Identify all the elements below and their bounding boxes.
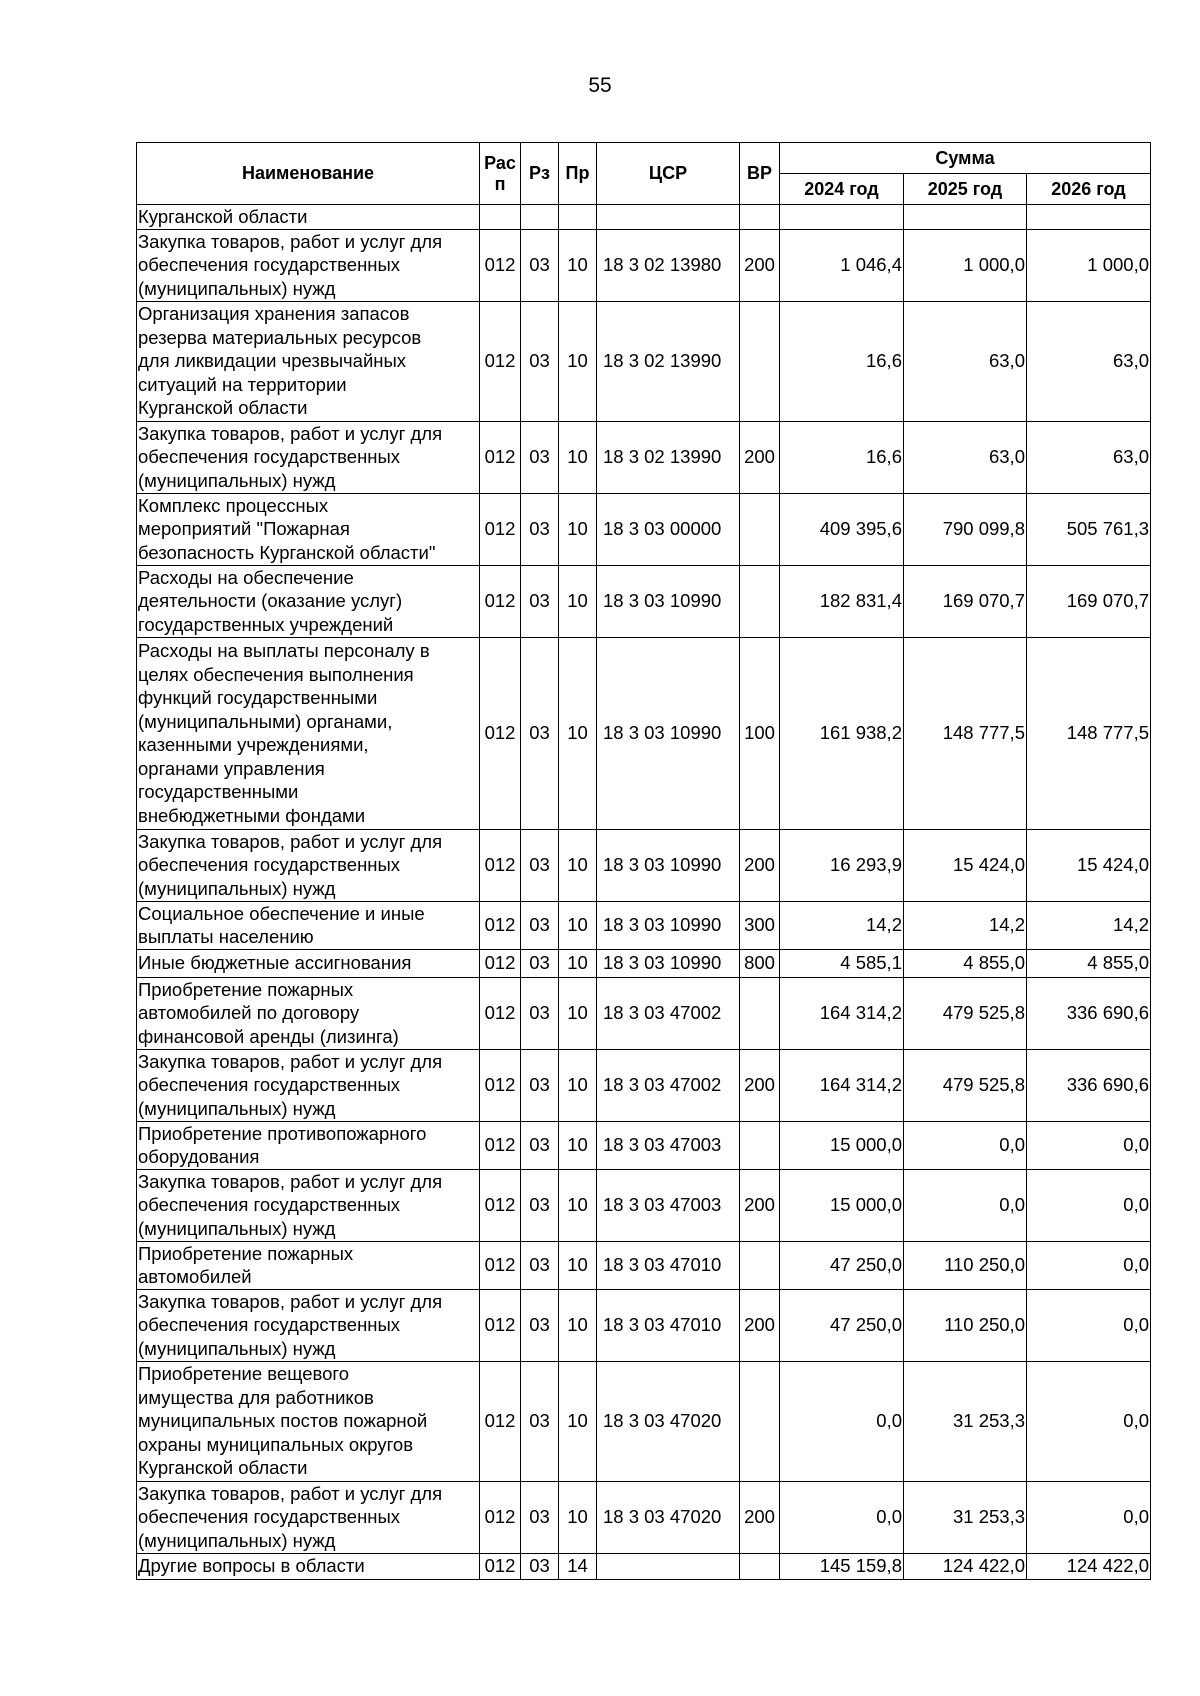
cell-csr — [597, 1553, 740, 1579]
cell-pr: 10 — [559, 1169, 597, 1241]
cell-rz: 03 — [521, 637, 559, 829]
cell-sum-2025: 1 000,0 — [904, 229, 1027, 301]
cell-vr — [740, 493, 780, 565]
cell-rasp: 012 — [480, 229, 521, 301]
header-vr: ВР — [740, 143, 780, 205]
cell-rasp: 012 — [480, 1553, 521, 1579]
cell-vr — [740, 1241, 780, 1289]
cell-name: Закупка товаров, работ и услуг для обеспечения государственных (муниципальных) нужд — [137, 421, 480, 493]
cell-vr — [740, 301, 780, 421]
cell-vr: 800 — [740, 949, 780, 977]
cell-vr — [740, 1361, 780, 1481]
cell-rz: 03 — [521, 301, 559, 421]
cell-vr — [740, 565, 780, 637]
cell-pr: 10 — [559, 977, 597, 1049]
cell-sum-2025: 110 250,0 — [904, 1289, 1027, 1361]
cell-sum-2024: 161 938,2 — [780, 637, 904, 829]
cell-name: Закупка товаров, работ и услуг для обеспечения государственных (муниципальных) нужд — [137, 829, 480, 901]
cell-vr — [740, 205, 780, 230]
cell-rz: 03 — [521, 1241, 559, 1289]
cell-sum-2026: 0,0 — [1027, 1121, 1151, 1169]
cell-sum-2025: 63,0 — [904, 301, 1027, 421]
cell-name: Расходы на выплаты персоналу в целях обеспечения выполнения функций государственными (муниципальными) органами, казенными учреждениями, органами управления государственными внебюджетными фондами — [137, 637, 480, 829]
cell-sum-2026 — [1027, 205, 1151, 230]
table-row — [137, 1361, 1151, 1481]
cell-pr: 10 — [559, 1121, 597, 1169]
cell-rasp: 012 — [480, 1481, 521, 1553]
cell-pr: 10 — [559, 901, 597, 949]
cell-sum-2024: 145 159,8 — [780, 1553, 904, 1579]
cell-sum-2024: 182 831,4 — [780, 565, 904, 637]
cell-name: Организация хранения запасов резерва материальных ресурсов для ликвидации чрезвычайных ситуаций на территории Курганской области — [137, 301, 480, 421]
cell-rasp: 012 — [480, 493, 521, 565]
cell-csr: 18 3 03 10990 — [597, 565, 740, 637]
cell-csr: 18 3 03 10990 — [597, 901, 740, 949]
header-rz: Рз — [521, 143, 559, 205]
table-row — [137, 1241, 1151, 1289]
cell-csr: 18 3 02 13990 — [597, 421, 740, 493]
cell-rz: 03 — [521, 1553, 559, 1579]
header-year-2024: 2024 год — [780, 174, 904, 205]
cell-pr: 10 — [559, 493, 597, 565]
cell-pr: 10 — [559, 637, 597, 829]
cell-sum-2025 — [904, 205, 1027, 230]
cell-pr: 10 — [559, 1481, 597, 1553]
cell-sum-2026: 336 690,6 — [1027, 977, 1151, 1049]
cell-csr: 18 3 02 13990 — [597, 301, 740, 421]
table-row — [137, 565, 1151, 637]
cell-vr: 300 — [740, 901, 780, 949]
cell-name: Приобретение пожарных автомобилей по договору финансовой аренды (лизинга) — [137, 977, 480, 1049]
cell-sum-2025: 790 099,8 — [904, 493, 1027, 565]
cell-name: Закупка товаров, работ и услуг для обеспечения государственных (муниципальных) нужд — [137, 1169, 480, 1241]
cell-rz: 03 — [521, 565, 559, 637]
cell-rz: 03 — [521, 1169, 559, 1241]
cell-rasp: 012 — [480, 949, 521, 977]
cell-sum-2026: 0,0 — [1027, 1169, 1151, 1241]
table-row — [137, 1289, 1151, 1361]
cell-csr — [597, 205, 740, 230]
cell-pr — [559, 205, 597, 230]
cell-rasp: 012 — [480, 901, 521, 949]
cell-sum-2026: 0,0 — [1027, 1481, 1151, 1553]
cell-rz: 03 — [521, 829, 559, 901]
cell-sum-2026: 124 422,0 — [1027, 1553, 1151, 1579]
cell-csr: 18 3 03 10990 — [597, 949, 740, 977]
cell-csr: 18 3 02 13980 — [597, 229, 740, 301]
cell-sum-2025: 148 777,5 — [904, 637, 1027, 829]
cell-sum-2024: 4 585,1 — [780, 949, 904, 977]
cell-vr — [740, 1553, 780, 1579]
cell-rz: 03 — [521, 949, 559, 977]
cell-pr: 14 — [559, 1553, 597, 1579]
table-row — [137, 229, 1151, 301]
table-row — [137, 977, 1151, 1049]
cell-sum-2024: 1 046,4 — [780, 229, 904, 301]
cell-sum-2026: 15 424,0 — [1027, 829, 1151, 901]
cell-pr: 10 — [559, 829, 597, 901]
table-row — [137, 901, 1151, 949]
cell-sum-2024: 15 000,0 — [780, 1169, 904, 1241]
header-csr: ЦСР — [597, 143, 740, 205]
cell-rasp: 012 — [480, 1169, 521, 1241]
cell-rz: 03 — [521, 1361, 559, 1481]
cell-sum-2025: 63,0 — [904, 421, 1027, 493]
cell-sum-2024 — [780, 205, 904, 230]
cell-rz: 03 — [521, 977, 559, 1049]
cell-sum-2026: 14,2 — [1027, 901, 1151, 949]
cell-rz: 03 — [521, 421, 559, 493]
cell-csr: 18 3 03 10990 — [597, 637, 740, 829]
cell-pr: 10 — [559, 301, 597, 421]
cell-sum-2024: 47 250,0 — [780, 1289, 904, 1361]
cell-rasp: 012 — [480, 1121, 521, 1169]
cell-sum-2025: 479 525,8 — [904, 977, 1027, 1049]
cell-sum-2026: 148 777,5 — [1027, 637, 1151, 829]
cell-sum-2026: 0,0 — [1027, 1289, 1151, 1361]
cell-pr: 10 — [559, 1289, 597, 1361]
cell-pr: 10 — [559, 1241, 597, 1289]
cell-sum-2025: 169 070,7 — [904, 565, 1027, 637]
cell-name: Социальное обеспечение и иные выплаты населению — [137, 901, 480, 949]
cell-csr: 18 3 03 10990 — [597, 829, 740, 901]
header-pr: Пр — [559, 143, 597, 205]
cell-rasp: 012 — [480, 829, 521, 901]
cell-sum-2025: 124 422,0 — [904, 1553, 1027, 1579]
cell-rasp: 012 — [480, 1361, 521, 1481]
cell-name: Закупка товаров, работ и услуг для обеспечения государственных (муниципальных) нужд — [137, 229, 480, 301]
table-row — [137, 829, 1151, 901]
cell-sum-2024: 15 000,0 — [780, 1121, 904, 1169]
cell-sum-2025: 479 525,8 — [904, 1049, 1027, 1121]
cell-sum-2026: 336 690,6 — [1027, 1049, 1151, 1121]
cell-sum-2025: 14,2 — [904, 901, 1027, 949]
cell-sum-2024: 409 395,6 — [780, 493, 904, 565]
table-row — [137, 1121, 1151, 1169]
cell-csr: 18 3 03 47020 — [597, 1361, 740, 1481]
cell-name: Комплекс процессных мероприятий "Пожарная безопасность Курганской области" — [137, 493, 480, 565]
cell-sum-2026: 4 855,0 — [1027, 949, 1151, 977]
cell-sum-2024: 0,0 — [780, 1361, 904, 1481]
page-number: 55 — [588, 74, 612, 97]
cell-vr: 200 — [740, 229, 780, 301]
header-year-2026: 2026 год — [1027, 174, 1151, 205]
cell-sum-2025: 31 253,3 — [904, 1481, 1027, 1553]
cell-rasp: 012 — [480, 565, 521, 637]
cell-pr: 10 — [559, 1361, 597, 1481]
cell-name: Иные бюджетные ассигнования — [137, 949, 480, 977]
cell-rasp: 012 — [480, 1241, 521, 1289]
cell-rasp: 012 — [480, 977, 521, 1049]
cell-pr: 10 — [559, 229, 597, 301]
table-row — [137, 493, 1151, 565]
header-year-2025: 2025 год — [904, 174, 1027, 205]
cell-csr: 18 3 03 47003 — [597, 1121, 740, 1169]
table-row — [137, 1169, 1151, 1241]
cell-rz: 03 — [521, 1049, 559, 1121]
cell-rasp — [480, 205, 521, 230]
cell-rz: 03 — [521, 493, 559, 565]
cell-vr: 200 — [740, 829, 780, 901]
table-row — [137, 301, 1151, 421]
cell-sum-2025: 0,0 — [904, 1121, 1027, 1169]
cell-name: Приобретение вещевого имущества для работников муниципальных постов пожарной охраны муниципальных округов Курганской области — [137, 1361, 480, 1481]
cell-name: Курганской области — [137, 205, 480, 230]
cell-rz: 03 — [521, 229, 559, 301]
table-row — [137, 1553, 1151, 1579]
cell-rasp: 012 — [480, 421, 521, 493]
table-row — [137, 1049, 1151, 1121]
cell-sum-2024: 16 293,9 — [780, 829, 904, 901]
cell-rz: 03 — [521, 1121, 559, 1169]
table-row — [137, 637, 1151, 829]
cell-csr: 18 3 03 47010 — [597, 1241, 740, 1289]
budget-table — [136, 142, 1151, 1580]
table-row — [137, 1481, 1151, 1553]
cell-name: Расходы на обеспечение деятельности (оказание услуг) государственных учреждений — [137, 565, 480, 637]
cell-rz: 03 — [521, 901, 559, 949]
cell-csr: 18 3 03 47010 — [597, 1289, 740, 1361]
cell-sum-2024: 164 314,2 — [780, 1049, 904, 1121]
cell-pr: 10 — [559, 421, 597, 493]
cell-name: Закупка товаров, работ и услуг для обеспечения государственных (муниципальных) нужд — [137, 1289, 480, 1361]
cell-rasp: 012 — [480, 637, 521, 829]
cell-name: Закупка товаров, работ и услуг для обеспечения государственных (муниципальных) нужд — [137, 1481, 480, 1553]
cell-pr: 10 — [559, 565, 597, 637]
cell-sum-2024: 16,6 — [780, 301, 904, 421]
cell-sum-2024: 16,6 — [780, 421, 904, 493]
cell-rz: 03 — [521, 1289, 559, 1361]
cell-rasp: 012 — [480, 1289, 521, 1361]
cell-vr: 200 — [740, 1481, 780, 1553]
cell-csr: 18 3 03 00000 — [597, 493, 740, 565]
cell-sum-2025: 15 424,0 — [904, 829, 1027, 901]
cell-name: Закупка товаров, работ и услуг для обеспечения государственных (муниципальных) нужд — [137, 1049, 480, 1121]
cell-vr: 200 — [740, 1049, 780, 1121]
table-row — [137, 421, 1151, 493]
cell-csr: 18 3 03 47003 — [597, 1169, 740, 1241]
cell-sum-2025: 110 250,0 — [904, 1241, 1027, 1289]
cell-name: Другие вопросы в области — [137, 1553, 480, 1579]
cell-vr: 200 — [740, 1289, 780, 1361]
cell-sum-2025: 4 855,0 — [904, 949, 1027, 977]
cell-sum-2025: 31 253,3 — [904, 1361, 1027, 1481]
table-header — [137, 143, 1151, 205]
cell-sum-2024: 47 250,0 — [780, 1241, 904, 1289]
header-rasp: Рас п — [480, 143, 521, 205]
cell-sum-2026: 0,0 — [1027, 1361, 1151, 1481]
cell-csr: 18 3 03 47020 — [597, 1481, 740, 1553]
cell-name: Приобретение пожарных автомобилей — [137, 1241, 480, 1289]
header-name: Наименование — [137, 143, 480, 205]
cell-pr: 10 — [559, 949, 597, 977]
cell-sum-2026: 0,0 — [1027, 1241, 1151, 1289]
cell-rz: 03 — [521, 1481, 559, 1553]
cell-vr: 100 — [740, 637, 780, 829]
cell-vr — [740, 1121, 780, 1169]
cell-sum-2026: 63,0 — [1027, 421, 1151, 493]
table-row — [137, 205, 1151, 230]
cell-sum-2026: 1 000,0 — [1027, 229, 1151, 301]
cell-vr — [740, 977, 780, 1049]
cell-sum-2024: 164 314,2 — [780, 977, 904, 1049]
cell-sum-2026: 505 761,3 — [1027, 493, 1151, 565]
cell-csr: 18 3 03 47002 — [597, 977, 740, 1049]
table-row — [137, 949, 1151, 977]
cell-sum-2024: 14,2 — [780, 901, 904, 949]
cell-sum-2026: 169 070,7 — [1027, 565, 1151, 637]
table-body — [137, 205, 1151, 1580]
cell-rasp: 012 — [480, 301, 521, 421]
cell-sum-2026: 63,0 — [1027, 301, 1151, 421]
cell-sum-2024: 0,0 — [780, 1481, 904, 1553]
cell-csr: 18 3 03 47002 — [597, 1049, 740, 1121]
cell-vr: 200 — [740, 421, 780, 493]
cell-rz — [521, 205, 559, 230]
cell-rasp: 012 — [480, 1049, 521, 1121]
cell-name: Приобретение противопожарного оборудования — [137, 1121, 480, 1169]
cell-vr: 200 — [740, 1169, 780, 1241]
header-sum: Сумма — [780, 143, 1151, 174]
cell-pr: 10 — [559, 1049, 597, 1121]
cell-sum-2025: 0,0 — [904, 1169, 1027, 1241]
